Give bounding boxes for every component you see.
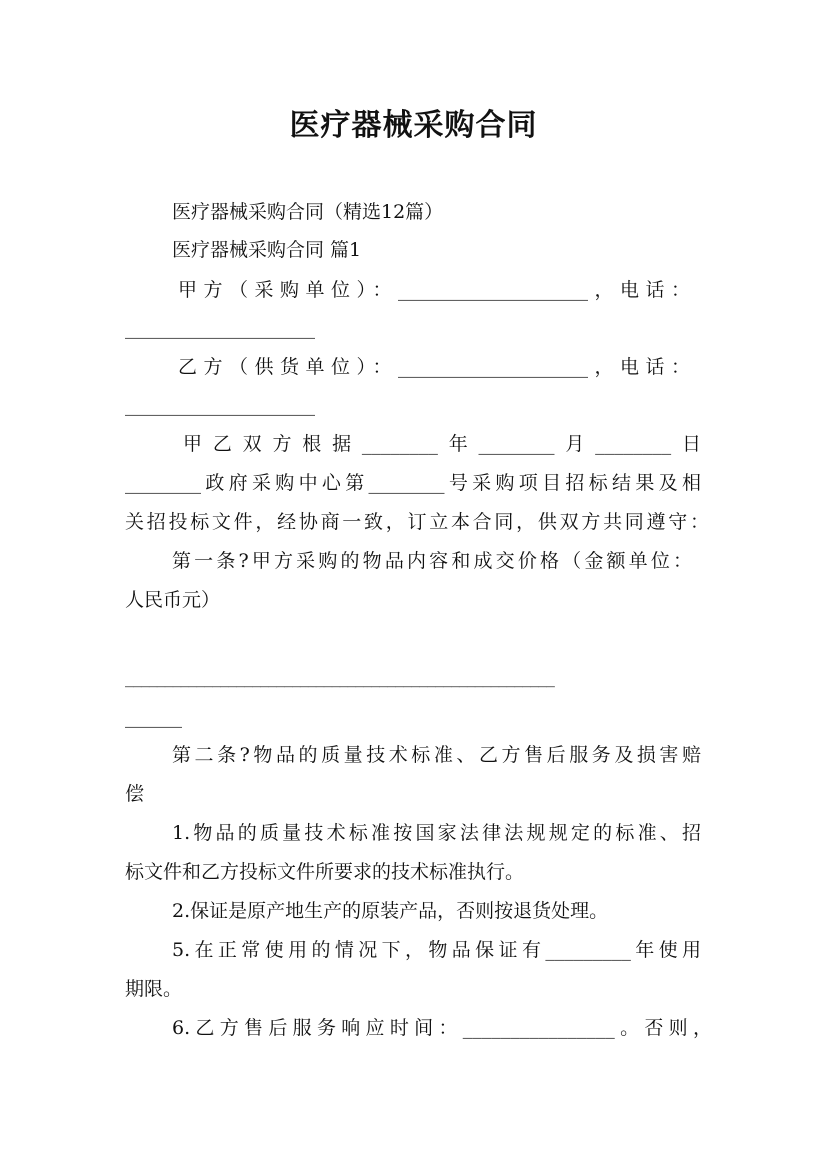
- party-a-line: 甲方（采购单位）：____________________，电话：: [178, 279, 690, 301]
- party-a-phone-blank: ____________________: [125, 317, 315, 339]
- article-1-line-2: 人民币元）: [125, 589, 221, 611]
- basis-line-1: 甲乙双方根据________年________月________日: [183, 433, 701, 455]
- item-1-line-2: 标文件和乙方投标文件所要求的技术标准执行。: [125, 861, 525, 883]
- document-subtitle: 医疗器械采购合同（精选12篇）: [172, 201, 444, 223]
- item-6-line-1: 6.乙方售后服务响应时间：________________。否则，: [172, 1017, 712, 1039]
- article-2-line-1: 第二条?物品的质量技术标准、乙方售后服务及损害赔: [172, 744, 701, 766]
- party-b-phone-blank: ____________________: [125, 394, 315, 416]
- party-b-line: 乙方（供货单位）：____________________，电话：: [178, 356, 690, 378]
- short-blank-line: ______: [125, 706, 182, 728]
- article-1-line-1: 第一条?甲方采购的物品内容和成交价格（金额单位：: [172, 550, 692, 572]
- basis-line-3: 关招投标文件，经协商一致，订立本合同，供双方共同遵守：: [125, 511, 709, 533]
- item-2: 2.保证是原产地生产的原装产品，否则按退货处理。: [172, 900, 609, 922]
- item-1-line-1: 1.物品的质量技术标准按国家法律法规规定的标准、招: [172, 822, 701, 844]
- article-2-line-2: 偿: [125, 783, 145, 805]
- document-title: 医疗器械采购合同: [289, 108, 538, 143]
- section-heading: 医疗器械采购合同 篇1: [172, 239, 362, 261]
- item-5-line-1: 5.在正常使用的情况下，物品保证有_________年使用: [172, 939, 701, 961]
- long-blank-line: ______________________________________________________: [125, 668, 555, 688]
- basis-line-2: ________政府采购中心第________号采购项目招标结果及相: [125, 472, 701, 494]
- item-5-line-2: 期限。: [125, 978, 183, 1000]
